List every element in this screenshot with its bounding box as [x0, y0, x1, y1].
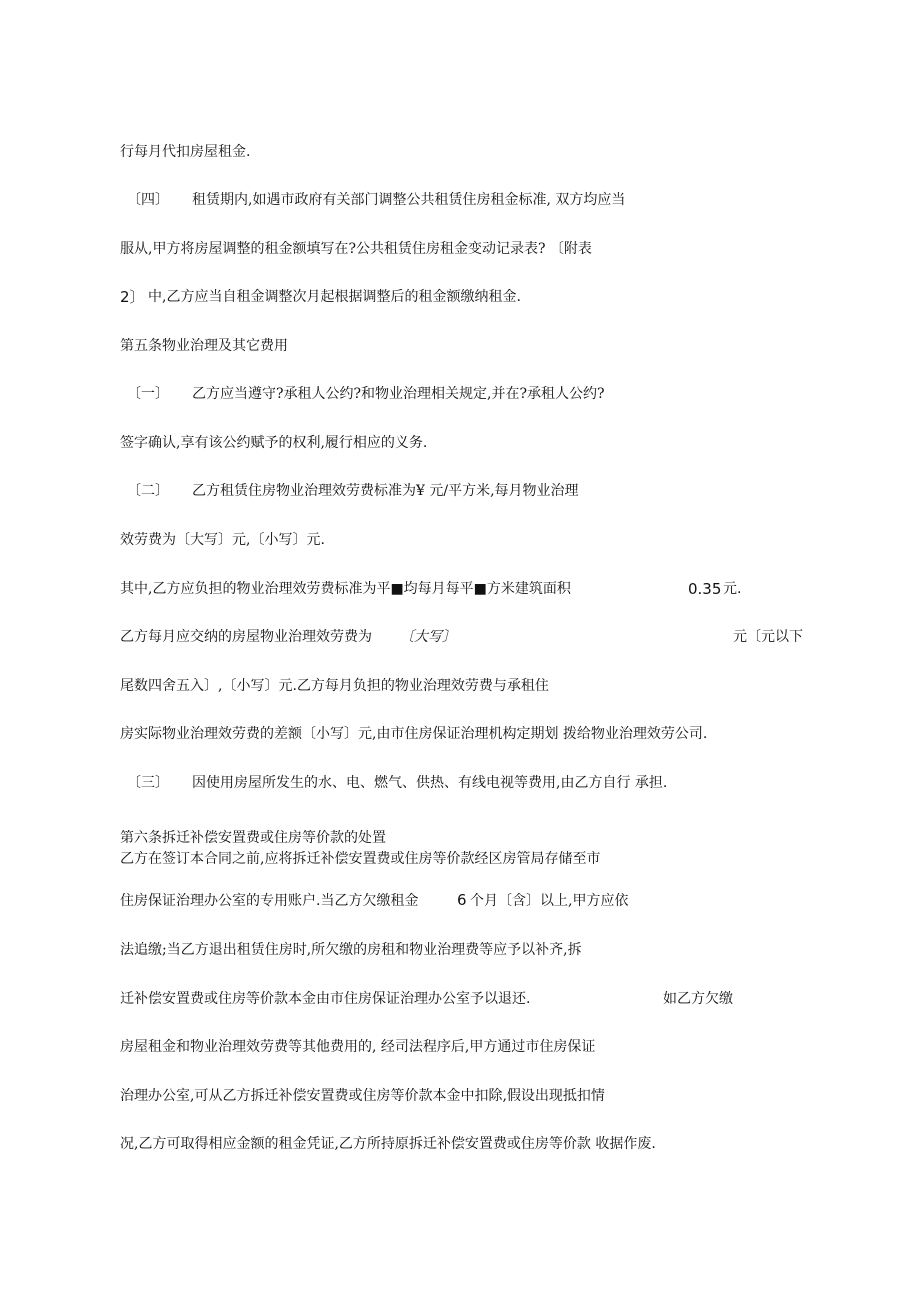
paragraph-line: 如乙方欠缴	[663, 991, 733, 1007]
paragraph-line: 效劳费为〔大写〕元,〔小写〕元.	[120, 532, 325, 548]
paragraph-line: 元〔元以下	[733, 629, 803, 645]
paragraph-line: 乙方租赁住房物业治理效劳费标准为¥ 元/平方米,每月物业治理	[192, 483, 579, 499]
section-heading: 第五条物业治理及其它费用	[120, 338, 288, 354]
section-heading: 第六条拆迁补偿安置费或住房等价款的处置	[120, 830, 386, 846]
paragraph-line: 乙方每月应交纳的房屋物业治理效劳费为	[120, 629, 372, 645]
fee-value: 0.35	[688, 580, 722, 598]
paragraph-line: 况,乙方可取得相应金额的租金凭证,乙方所持原拆迁补偿安置费或住房等价款 收据作废.	[120, 1136, 656, 1152]
clause-number: 〔三〕	[127, 775, 169, 791]
clause-number: 〔一〕	[127, 386, 169, 402]
paragraph-line: 尾数四舍五入〕,〔小写〕元.乙方每月负担的物业治理效劳费与承租住	[120, 678, 549, 694]
paragraph-line: 治理办公室,可从乙方拆迁补偿安置费或住房等价款本金中扣除,假设出现抵扣情	[120, 1088, 605, 1104]
paragraph-line: 其中,乙方应负担的物业治理效劳费标准为平■均每月每平■方米建筑面积	[120, 581, 571, 597]
paragraph-line: 房屋租金和物业治理效劳费等其他费用的, 经司法程序后,甲方通过市住房保证	[120, 1039, 596, 1055]
clause-number: 〔四〕	[127, 192, 169, 208]
paragraph-line: 法追缴;当乙方退出租赁住房时,所欠缴的房租和物业治理费等应予以补齐,拆	[120, 942, 582, 958]
paragraph-line: 房实际物业治理效劳费的差额〔小写〕元,由市住房保证治理机构定期划 拨给物业治理效劳公司.	[120, 726, 708, 742]
blank-label: 〔大写〕	[400, 629, 456, 645]
paragraph-line: 中,乙方应当自租金调整次月起根据调整后的租金额缴纳租金.	[148, 289, 521, 305]
paragraph-line: 行每月代扣房屋租金.	[120, 144, 251, 160]
paragraph-line: 迁补偿安置费或住房等价款本金由市住房保证治理办公室予以退还.	[120, 991, 531, 1007]
appendix-number: 2〕	[120, 288, 145, 306]
paragraph-line: 签字确认,享有该公约赋予的权利,履行相应的义务.	[120, 435, 428, 451]
paragraph-line: 因使用房屋所发生的水、电、燃气、供热、有线电视等费用,由乙方自行 承担.	[192, 775, 668, 791]
paragraph-line: 元.	[723, 581, 742, 597]
paragraph-line: 住房保证治理办公室的专用账户.当乙方欠缴租金	[120, 893, 419, 909]
paragraph-line: 乙方在签订本合同之前,应将拆迁补偿安置费或住房等价款经区房管局存储至市	[120, 851, 601, 867]
paragraph-line: 服从,甲方将房屋调整的租金额填写在?公共租赁住房租金变动记录表? 〔附表	[120, 241, 592, 257]
clause-number: 〔二〕	[127, 483, 169, 499]
paragraph-line: 乙方应当遵守?承租人公约?和物业治理相关规定,并在?承租人公约?	[192, 386, 605, 402]
paragraph-line: 个月〔含〕以上,甲方应依	[470, 893, 629, 909]
months-value: 6	[457, 891, 467, 909]
paragraph-line: 租赁期内,如遇市政府有关部门调整公共租赁住房租金标准, 双方均应当	[192, 192, 626, 208]
